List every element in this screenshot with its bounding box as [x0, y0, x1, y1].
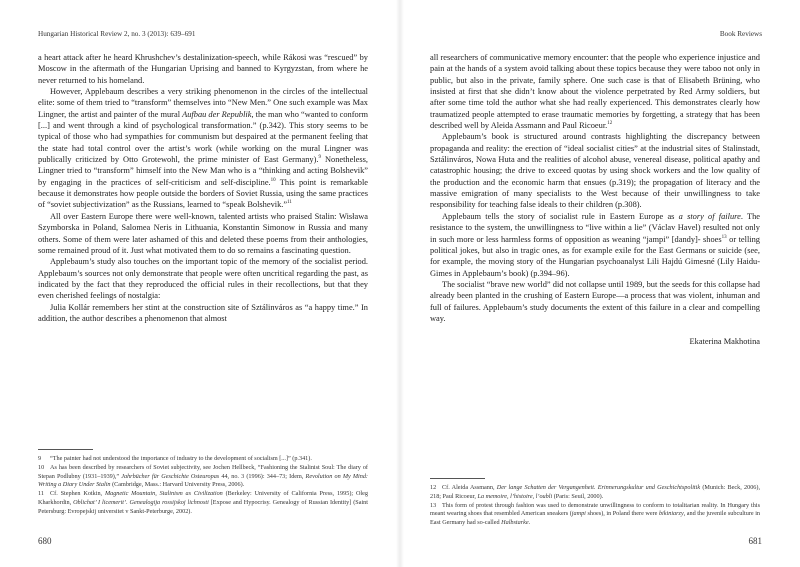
footnote-number: 13: [430, 501, 437, 509]
text-run: , the man who “wanted to conform [...] and went through a kind of psychological transformation.” (p.342). This story seems to be typical of those who had sympathies for communism but despaired at the permanent feeling that the state had total control over the artist’s work (while working on the mural Lingner was publically criticized by Otto Grotewohl, the prime minister of East Germany).: [38, 109, 368, 165]
author-signature: Ekaterina Makhotina: [689, 337, 760, 347]
footnote-text: (Munich: Beck, 2006), 218; Paul Ricoeur,: [430, 484, 760, 500]
footnote-ref: 12: [607, 121, 613, 127]
footnote-text: Cf. Aleida Assmann,: [442, 484, 497, 491]
footnote-number: 12: [430, 484, 437, 491]
left-footnotes: [38, 455, 368, 517]
text-run: . The resistance to the system, the unwillingness to “live within a lie” (Václav Havel) resulted not only in such more or less harmless forms of opposition as weaning “jampi” [dandy]- shoes: [430, 211, 760, 244]
footnote-text: 44, no. 3 (1996): 344–73; Idem,: [219, 472, 306, 480]
footnote-text: (Cambridge, Mass.: Harvard University Press, 2006).: [110, 481, 245, 489]
footnote-text: shoes), in Poland there were: [585, 510, 659, 518]
italic-title: Der lange Schatten der Vergangenheit. Erinnerungskultur und Geschichtspolitik: [496, 484, 701, 491]
footnote-text: As has been described by researchers of Soviet subjectivity, see Jochen Hellbeck, “Fashioning the Stalinist Soul: The diary of Stepan Podlubny (1931–1939),”: [38, 463, 368, 480]
italic-phrase: a story of failure: [678, 211, 741, 221]
footnote: [38, 455, 368, 464]
footnote: [38, 490, 368, 516]
footnote-text: .: [528, 519, 531, 527]
footnote-text: Cf. Stephen Kotkin,: [50, 490, 105, 498]
italic-title: Jahrbücher für Geschichte Osteuropas: [121, 472, 220, 480]
paragraph: The socialist “brave new world” did not collapse until 1989, but the seeds for this collapse had already been planted in the crushing of Eastern Europe—a process that was violent, inhuman and full of failures. Applebaum’s study documents the extent of this failure in a clear and compelling way.: [430, 279, 760, 323]
footnote: [430, 502, 760, 528]
footnote: [38, 464, 368, 490]
running-head-journal: Hungarian Historical Review 2, no. 3 (2013): 639–691: [38, 30, 196, 38]
text-run: all researchers of communicative memory encounter: that the people who experience injustice and pain at the hands of a system avoid talking about these topics because they were taboo not only in public, but also in the private, family sphere. One such case is that of Elisabeth Brüning, who insisted at first that she didn’t know about the violence perpetrated by Red Army soldiers, but after some time told the author what she had really experienced. This demonstrates clearly how traumatized people attempted to erase traumatic memories by forgetting, a strategy that has been described well by Aleida Assmann and Paul Ricoeur.: [430, 53, 760, 131]
running-head-section: Book Reviews: [719, 30, 762, 38]
italic-title: jampi: [571, 510, 586, 518]
footnote-ref: 9: [318, 155, 321, 161]
italic-title: Halbstarke: [501, 519, 529, 527]
footnote-rule: [430, 478, 485, 479]
paragraph: [430, 52, 760, 131]
footnote-ref: 10: [270, 177, 276, 183]
footnote-text: This form of protest through fashion was used to demonstrate unwillingness to conform to totalitarian reality. In Hungary this meant wearing shoes that resembled American sneakers (: [430, 501, 760, 518]
left-body-text: [38, 52, 368, 324]
footnote-ref: 11: [287, 200, 292, 206]
right-page: [400, 0, 800, 567]
footnote-text: [Expose and Hypocrisy. Genealogy of Russian Identity] (Saint Petersburg: Evropejskij universitet v Sankt-Peterburge, 2002).: [38, 498, 368, 515]
footnote-text: , and the juvenile subculture in East Germany had so-called: [430, 510, 761, 527]
text-run: Nonetheless, Lingner tried to “transform” himself into the New Man who is a “thinking and acting Bolshevik” by engaging in the practices of self-criticism and self-discipline.: [38, 155, 368, 187]
italic-title: bikiniarzy: [658, 510, 684, 518]
footnote-number: 9: [38, 455, 42, 462]
text-run: This point is remarkable because it demonstrates how people outside the borders of Soviet Russia, using the same practices of “soviet subjectivization” as the Russians, learned to “speak Bolshevik.”: [38, 177, 368, 210]
paragraph: Applebaum’s study also touches on the important topic of the memory of the socialist period. Applebaum’s sources not only demonstrate that people were often uncritical regarding the past, as indicated by the fact that they reproduced the official rules in their recollections, but that they even cherished feelings of nostalgia:: [38, 257, 368, 301]
page-number: 681: [748, 536, 762, 546]
footnote-rule: [38, 449, 93, 450]
footnote-text: “The painter had not understood the importance of industry to the development of socialism [...]” (p.341).: [50, 455, 312, 462]
paragraph: a heart attack after he heard Khrushchev’s destalinization-speech, while Rákosi was “rescued” by Moscow in the aftermath of the Hungarian Uprising and banned to Kyrgyzstan, from where he never returned to his homeland.: [38, 53, 368, 85]
footnote-ref: 13: [721, 234, 727, 240]
italic-title: La memoire, l’histoire, l’oubli: [477, 492, 553, 500]
paragraph: Julia Kollár remembers her stint at the construction site of Sztálinváros as “a happy time.” In addition, the author describes a phenomenon that almost: [38, 302, 368, 323]
italic-title: Revolution on My Mind: Writing a Diary Under Stalin: [38, 472, 368, 489]
italic-title: Magnetic Mountain, Stalinism as Civilization: [104, 490, 223, 498]
text-run: or telling political jokes, but also in tragic ones, as for example exile for the East Germans or suicide (see, for example, the moving story of the Hungarian psychoanalyst Lili Hajdú Gimesné (Lily Haidu-Gimes in Applebaum’s book) (p.394–96).: [430, 234, 760, 278]
footnote-text: (Berkeley: University of California Press, 1995); Oleg Kharkhordin,: [38, 490, 368, 506]
text-run: However, Applebaum describes a very striking phenomenon in the circles of the intellectual elite: some of them tried to “transform” themselves into “New Men.” One such example was Max Lingner, the artist and painter of the mural: [38, 87, 368, 119]
footnote-number: 11: [38, 490, 44, 498]
paragraph: [38, 86, 368, 211]
italic-title: Aufbau der Republik: [182, 109, 252, 119]
footnote-number: 10: [38, 463, 45, 471]
footnote: [430, 484, 760, 502]
paragraph: [430, 211, 760, 279]
footnote-text: (Paris: Seuil, 2000).: [552, 492, 604, 500]
italic-title: Oblichat’ I licemerit’. Genealogija rossijskoj lichnosti: [73, 498, 209, 506]
right-body-text: [430, 52, 760, 348]
page-number: 680: [38, 536, 52, 546]
paragraph: All over Eastern Europe there were well-known, talented artists who praised Stalin: Wisława Szymborska in Poland, Salomea Neris in Lithuania, Konstantin Simonow in Russia and many others. Some of them were later ashamed of this and deleted these poems from their anthologies, some remained proud of it. Just what motivated them to do so remains a fascinating question.: [38, 211, 368, 255]
text-run: Applebaum tells the story of socialist rule in Eastern Europe as: [442, 211, 679, 221]
paragraph: Applebaum’s book is structured around contrasts highlighting the discrepancy between propaganda and reality: the erection of “ideal socialist cities” at the industrial sites of Stalinstadt, Sztálinváros, Nowa Huta and the realities of alcohol abuse, venereal disease, political apathy and catastrophic housing; the drive to exceed quotas by using shock workers and the low quality of the production and the economic harm that ensues (p.319); the propagation of literacy and the massive emigration of many specialists to the West because of their unwillingness to take responsibility for teaching false ideals to their children (p.308).: [430, 132, 760, 210]
right-footnotes: [430, 484, 760, 528]
